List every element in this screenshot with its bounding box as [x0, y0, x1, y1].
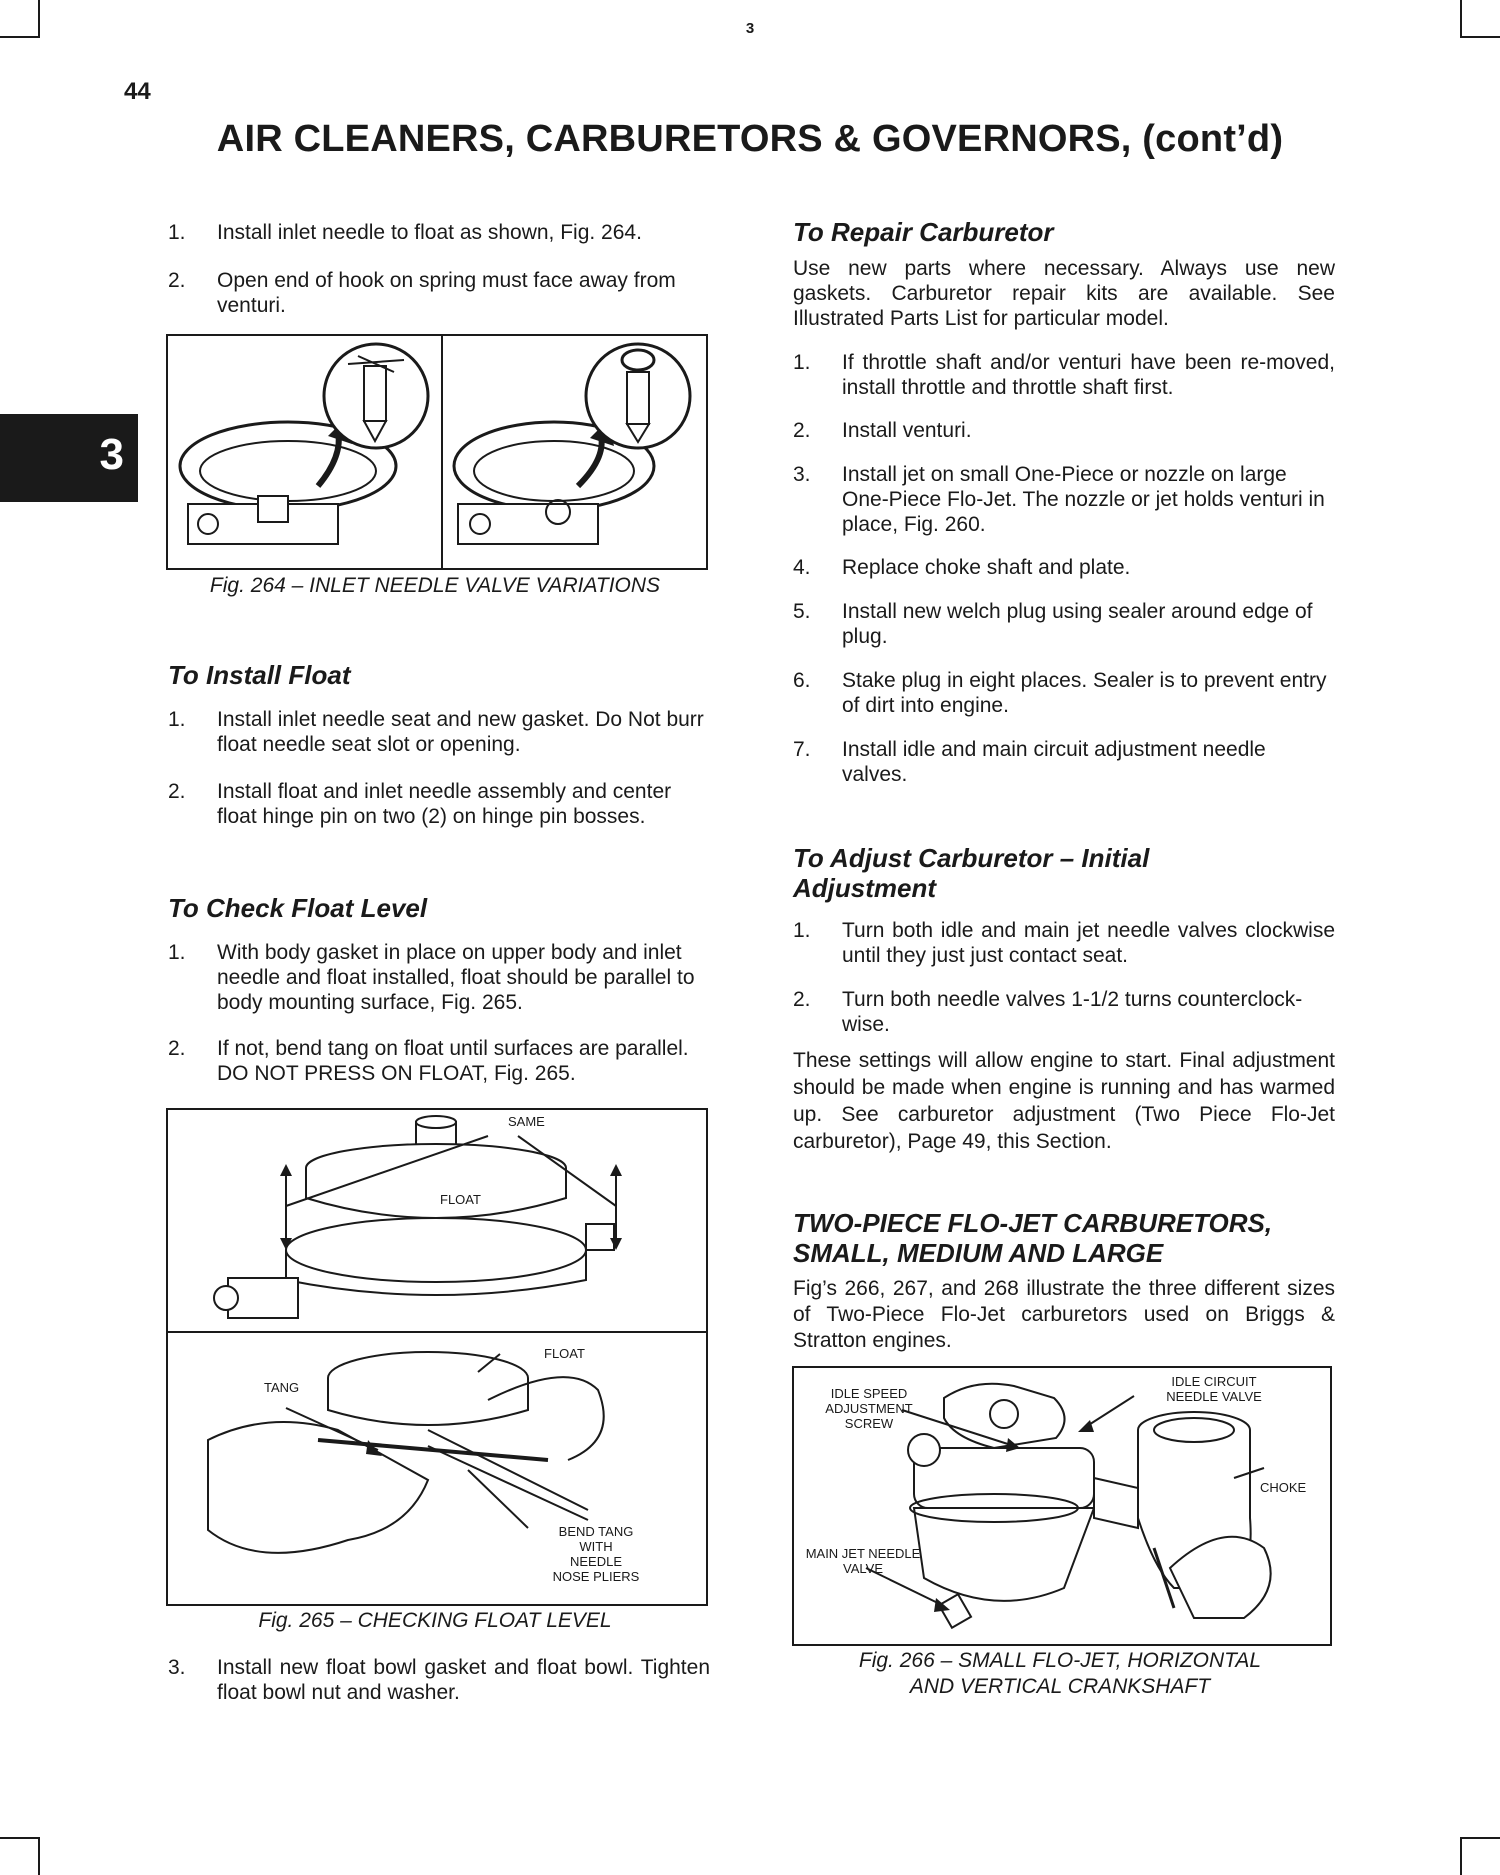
list-item: [168, 940, 710, 1015]
list-text: Install new float bowl gasket and float bowl. Tighten float bowl nut and washer.: [217, 1656, 710, 1704]
figure-266: [792, 1366, 1332, 1646]
list-text: Install float and inlet needle assembly and center float hinge pin on two (2) on hinge pin bosses.: [217, 780, 672, 828]
list-text: Install idle and main circuit adjustment needle valves.: [842, 738, 1266, 786]
fig266-label-idle-speed: IDLE SPEED ADJUSTMENT SCREW: [825, 1386, 913, 1431]
two-piece-text: Fig’s 266, 267, and 268 illustrate the three different sizes of Two-Piece Flo-Jet carburetors used on Briggs & Stratton engines.: [793, 1277, 1335, 1352]
list-number: 1.: [793, 919, 811, 942]
adjust-note: These settings will allow engine to start. Final adjustment should be made when engine is running and has warmed up. See carburetor adjustment (Two Piece Flo-Jet carburetor), Page 49, this Section.: [793, 1049, 1335, 1153]
list-number: 2.: [793, 419, 811, 442]
crop-mark: [0, 1837, 40, 1839]
list-number: 7.: [793, 738, 811, 761]
list-text: Install inlet needle to float as shown, Fig. 264.: [217, 221, 642, 244]
list-item: [168, 220, 710, 245]
fig266-caption: Fig. 266 – SMALL FLO-JET, HORIZONTAL AND VERTICAL CRANKSHAFT: [858, 1649, 1262, 1698]
list-number: 5.: [793, 600, 811, 623]
section-tab-number: 3: [99, 430, 124, 479]
list-number: 2.: [168, 780, 186, 803]
list-text: With body gasket in place on upper body and inlet needle and float installed, float should be parallel to body mounting surface, Fig. 265.: [217, 941, 695, 1014]
top-section-number: 3: [745, 20, 755, 37]
crop-mark: [38, 1839, 40, 1875]
list-text: Turn both idle and main jet needle valves clockwise until they just just contact seat.: [842, 919, 1335, 967]
list-text: Turn both needle valves 1-1/2 turns counterclock-wise.: [842, 988, 1303, 1036]
figure-265: [166, 1108, 708, 1606]
list-text: Install inlet needle seat and new gasket. Do Not burr float needle seat slot or opening.: [217, 708, 704, 756]
list-item: [168, 268, 710, 318]
list-text: Install jet on small One-Piece or nozzle on large One-Piece Flo-Jet. The nozzle or jet holds venturi in place, Fig. 260.: [842, 463, 1325, 536]
list-number: 1.: [793, 351, 811, 374]
list-item: [793, 418, 1335, 443]
fig265-label-bend: BEND TANG WITH NEEDLE NOSE PLIERS: [552, 1524, 640, 1584]
list-number: 3.: [168, 1656, 186, 1679]
fig265-label-float-top: FLOAT: [440, 1192, 481, 1207]
list-item: [168, 1655, 710, 1705]
list-item: [168, 779, 710, 829]
list-item: [793, 555, 1335, 580]
fig266-label-choke: CHOKE: [1260, 1480, 1307, 1495]
fig265-caption: Fig. 265 – CHECKING FLOAT LEVEL: [258, 1609, 612, 1632]
section-tab: [0, 414, 138, 502]
check-float-heading: To Check Float Level: [168, 893, 428, 923]
list-number: 1.: [168, 708, 186, 731]
list-text: Open end of hook on spring must face away from venturi.: [217, 269, 676, 317]
list-text: Install new welch plug using sealer around edge of plug.: [842, 600, 1313, 648]
list-item: [793, 987, 1335, 1037]
list-item: [793, 668, 1335, 718]
two-piece-heading: TWO-PIECE FLO-JET CARBURETORS, SMALL, MEDIUM AND LARGE: [793, 1208, 1273, 1268]
list-text: If not, bend tang on float until surfaces are parallel. DO NOT PRESS ON FLOAT, Fig. 265.: [217, 1037, 689, 1085]
fig265-label-float-bottom: FLOAT: [544, 1346, 585, 1361]
adjust-heading: To Adjust Carburetor – Initial Adjustment: [793, 843, 1150, 903]
list-number: 2.: [168, 269, 186, 292]
crop-mark: [1460, 1839, 1462, 1875]
list-text: Install venturi.: [842, 419, 972, 442]
page-number: 44: [124, 78, 151, 105]
list-text: Replace choke shaft and plate.: [842, 556, 1131, 579]
list-item: [793, 599, 1335, 649]
list-text: If throttle shaft and/or venturi have been re-moved, install throttle and throttle shaft first.: [842, 351, 1335, 399]
list-item: [168, 707, 710, 757]
repair-intro: Use new parts where necessary. Always use new gaskets. Carburetor repair kits are available. See Illustrated Parts List for particular model.: [793, 257, 1335, 330]
install-float-heading: To Install Float: [168, 660, 351, 690]
list-text: Stake plug in eight places. Sealer is to prevent entry of dirt into engine.: [842, 669, 1327, 717]
repair-heading: To Repair Carburetor: [793, 217, 1054, 247]
figure-264: [166, 334, 708, 570]
list-number: 2.: [168, 1037, 186, 1060]
list-number: 2.: [793, 988, 811, 1011]
list-item: [168, 1036, 710, 1086]
list-number: 1.: [168, 221, 186, 244]
crop-mark: [1460, 1837, 1500, 1839]
list-item: [793, 350, 1335, 400]
list-item: [793, 918, 1335, 968]
fig266-label-main-jet: MAIN JET NEEDLE VALVE: [805, 1546, 921, 1576]
list-number: 4.: [793, 556, 811, 579]
page-title: AIR CLEANERS, CARBURETORS & GOVERNORS, (cont’d): [216, 118, 1284, 160]
list-item: [793, 737, 1335, 787]
fig265-label-same: SAME: [508, 1114, 545, 1129]
list-item: [793, 462, 1335, 537]
fig264-caption: Fig. 264 – INLET NEEDLE VALVE VARIATIONS: [209, 574, 661, 597]
list-number: 1.: [168, 941, 186, 964]
list-number: 6.: [793, 669, 811, 692]
list-number: 3.: [793, 463, 811, 486]
fig265-label-tang: TANG: [264, 1380, 300, 1395]
inlet-needle-illustration: [168, 336, 706, 568]
fig266-label-idle-circuit: IDLE CIRCUIT NEEDLE VALVE: [1166, 1374, 1262, 1404]
